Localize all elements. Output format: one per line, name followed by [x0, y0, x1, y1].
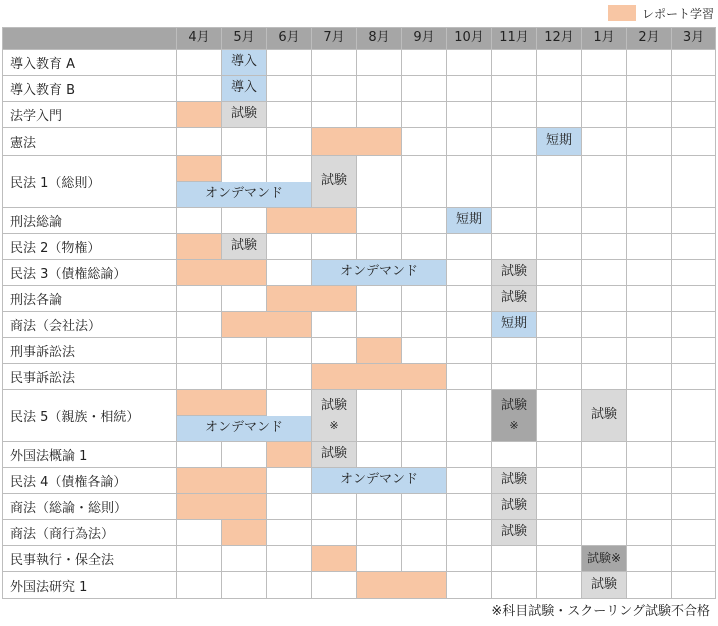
report-block	[267, 442, 312, 468]
month-header: 9月	[402, 27, 447, 50]
exam-block	[582, 572, 627, 599]
report-block	[177, 390, 267, 416]
month-cell	[627, 442, 672, 468]
month-cell	[402, 338, 447, 364]
month-cell	[672, 312, 716, 338]
month-cell	[672, 128, 716, 156]
month-cell	[492, 50, 537, 76]
month-cell	[177, 208, 222, 234]
month-cell	[672, 76, 716, 102]
month-cell	[537, 260, 582, 286]
month-cell	[537, 468, 582, 494]
footnote: ※科目試験・スクーリング試験不合格	[491, 604, 710, 619]
month-cell	[582, 76, 627, 102]
month-cell	[447, 128, 492, 156]
month-cell	[627, 338, 672, 364]
short-session-block	[492, 312, 537, 338]
exam-block	[312, 390, 357, 442]
month-cell	[672, 520, 716, 546]
month-cell	[447, 442, 492, 468]
month-cell	[402, 520, 447, 546]
report-block	[222, 520, 267, 546]
month-cell	[537, 520, 582, 546]
block-label: 短期	[545, 133, 572, 149]
month-header: 12月	[537, 27, 582, 50]
month-cell	[447, 312, 492, 338]
month-cell	[537, 50, 582, 76]
exam-block	[492, 468, 537, 494]
month-cell	[447, 468, 492, 494]
failure-mark: ※	[509, 419, 519, 433]
month-cell	[357, 442, 402, 468]
block-label: 試験	[500, 498, 527, 514]
month-cell	[627, 312, 672, 338]
month-cell	[537, 338, 582, 364]
month-cell	[582, 286, 627, 312]
month-cell	[627, 208, 672, 234]
block-label: 試験	[500, 264, 527, 280]
subject-label: 商法（商行為法）	[2, 520, 177, 546]
month-cell	[537, 572, 582, 599]
month-cell	[537, 494, 582, 520]
month-cell	[402, 208, 447, 234]
block-label: 試験	[500, 472, 527, 488]
month-cell	[222, 208, 267, 234]
exam-block	[492, 494, 537, 520]
month-cell	[537, 234, 582, 260]
month-cell	[177, 520, 222, 546]
intro-block	[222, 50, 267, 76]
month-cell	[402, 128, 447, 156]
month-cell	[357, 50, 402, 76]
block-label: 試験	[320, 398, 347, 414]
month-cell	[672, 442, 716, 468]
month-cell	[672, 50, 716, 76]
report-block	[177, 234, 222, 260]
exam-block	[492, 260, 537, 286]
month-cell	[627, 364, 672, 390]
failed-exam-block	[492, 390, 537, 442]
month-cell	[672, 364, 716, 390]
month-cell	[582, 338, 627, 364]
subject-label: 民法 4（債権各論）	[2, 468, 177, 494]
month-cell	[402, 234, 447, 260]
month-cell	[492, 208, 537, 234]
month-cell	[177, 572, 222, 599]
month-cell	[267, 572, 312, 599]
month-cell	[312, 234, 357, 260]
exam-block	[312, 442, 357, 468]
block-label: オンデマンド	[339, 264, 418, 280]
month-cell	[627, 156, 672, 208]
month-cell	[672, 494, 716, 520]
block-label: 短期	[500, 316, 527, 332]
month-cell	[312, 50, 357, 76]
block-label: 試験	[230, 106, 257, 122]
month-cell	[402, 546, 447, 572]
month-cell	[312, 572, 357, 599]
month-cell	[267, 50, 312, 76]
month-cell	[537, 208, 582, 234]
month-header: 3月	[672, 27, 716, 50]
report-block	[357, 338, 402, 364]
month-cell	[627, 572, 672, 599]
subject-label: 商法（総論・総則）	[2, 494, 177, 520]
block-label: 短期	[455, 212, 482, 228]
month-cell	[357, 76, 402, 102]
subject-label: 民法 5（親族・相続）	[2, 390, 177, 442]
month-cell	[222, 572, 267, 599]
month-cell	[177, 50, 222, 76]
month-cell	[402, 286, 447, 312]
month-cell	[312, 312, 357, 338]
month-header: 7月	[312, 27, 357, 50]
month-cell	[447, 260, 492, 286]
month-cell	[177, 546, 222, 572]
month-cell	[492, 156, 537, 208]
subject-label: 民法 1（総則）	[2, 156, 177, 208]
short-session-block	[537, 128, 582, 156]
month-cell	[177, 338, 222, 364]
month-cell	[177, 442, 222, 468]
month-cell	[492, 572, 537, 599]
month-header: 4月	[177, 27, 222, 50]
month-cell	[627, 102, 672, 128]
month-cell	[222, 442, 267, 468]
month-cell	[582, 312, 627, 338]
month-cell	[267, 234, 312, 260]
month-cell	[357, 286, 402, 312]
month-cell	[357, 390, 402, 442]
subject-label: 民法 2（物権）	[2, 234, 177, 260]
month-cell	[267, 128, 312, 156]
subject-label: 導入教育 B	[2, 76, 177, 102]
month-cell	[537, 442, 582, 468]
month-cell	[582, 234, 627, 260]
month-cell	[672, 572, 716, 599]
report-block	[177, 102, 222, 128]
month-header: 2月	[627, 27, 672, 50]
month-cell	[582, 156, 627, 208]
ondemand-block	[312, 468, 447, 494]
short-session-block	[447, 208, 492, 234]
month-cell	[402, 442, 447, 468]
report-block	[177, 260, 267, 286]
block-label: オンデマンド	[204, 420, 283, 436]
block-label: 試験	[590, 407, 617, 423]
month-cell	[627, 260, 672, 286]
month-cell	[222, 364, 267, 390]
month-cell	[582, 364, 627, 390]
subject-label: 刑法各論	[2, 286, 177, 312]
subject-label: 民法 3（債権総論）	[2, 260, 177, 286]
month-cell	[177, 76, 222, 102]
month-cell	[627, 520, 672, 546]
report-block	[267, 208, 357, 234]
month-cell	[627, 234, 672, 260]
subject-label: 刑法総論	[2, 208, 177, 234]
month-cell	[357, 312, 402, 338]
block-label: 試験	[320, 446, 347, 462]
month-cell	[627, 546, 672, 572]
month-cell	[357, 546, 402, 572]
month-cell	[492, 76, 537, 102]
month-cell	[177, 128, 222, 156]
month-cell	[492, 442, 537, 468]
month-cell	[267, 76, 312, 102]
month-cell	[447, 102, 492, 128]
month-cell	[447, 156, 492, 208]
month-cell	[537, 312, 582, 338]
month-cell	[357, 156, 402, 208]
month-cell	[447, 50, 492, 76]
month-cell	[402, 312, 447, 338]
month-cell	[447, 494, 492, 520]
month-cell	[447, 546, 492, 572]
month-cell	[672, 260, 716, 286]
block-label: 導入	[230, 80, 257, 96]
month-cell	[672, 468, 716, 494]
report-block	[222, 312, 312, 338]
month-cell	[447, 286, 492, 312]
month-header: 11月	[492, 27, 537, 50]
ondemand-block	[177, 416, 312, 442]
month-cell	[537, 390, 582, 442]
block-label: 試験	[590, 576, 617, 592]
month-cell	[537, 286, 582, 312]
month-cell	[447, 520, 492, 546]
month-cell	[402, 50, 447, 76]
month-cell	[222, 128, 267, 156]
month-cell	[447, 572, 492, 599]
month-header: 1月	[582, 27, 627, 50]
subject-label: 外国法概論 1	[2, 442, 177, 468]
month-cell	[537, 156, 582, 208]
month-cell	[357, 520, 402, 546]
month-cell	[582, 102, 627, 128]
exam-block	[222, 102, 267, 128]
month-cell	[537, 102, 582, 128]
exam-block	[582, 390, 627, 442]
month-cell	[447, 364, 492, 390]
report-block	[177, 156, 222, 182]
month-cell	[267, 520, 312, 546]
month-cell	[267, 364, 312, 390]
failed-exam-block	[582, 546, 627, 572]
month-cell	[492, 364, 537, 390]
block-label: 導入	[230, 54, 257, 70]
month-cell	[492, 546, 537, 572]
block-label: 試験	[500, 524, 527, 540]
month-cell	[267, 494, 312, 520]
exam-block	[312, 156, 357, 208]
month-cell	[222, 546, 267, 572]
month-cell	[582, 520, 627, 546]
month-cell	[267, 338, 312, 364]
block-label: 試験※	[586, 550, 622, 565]
failure-mark: ※	[329, 419, 339, 433]
month-cell	[447, 390, 492, 442]
month-cell	[582, 50, 627, 76]
month-cell	[672, 102, 716, 128]
month-cell	[537, 364, 582, 390]
month-header: 8月	[357, 27, 402, 50]
month-cell	[492, 234, 537, 260]
month-cell	[267, 468, 312, 494]
month-cell	[627, 468, 672, 494]
month-header: 5月	[222, 27, 267, 50]
month-cell	[402, 102, 447, 128]
subject-label: 商法（会社法）	[2, 312, 177, 338]
month-header: 6月	[267, 27, 312, 50]
report-block	[312, 364, 447, 390]
legend-label: レポート学習	[642, 6, 715, 21]
month-cell	[672, 390, 716, 442]
month-cell	[222, 286, 267, 312]
block-label: オンデマンド	[204, 186, 283, 202]
subject-label: 法学入門	[2, 102, 177, 128]
month-cell	[672, 234, 716, 260]
month-cell	[177, 364, 222, 390]
month-cell	[267, 546, 312, 572]
month-cell	[582, 494, 627, 520]
month-cell	[672, 338, 716, 364]
ondemand-block	[312, 260, 447, 286]
month-cell	[402, 390, 447, 442]
subject-label: 民事執行・保全法	[2, 546, 177, 572]
month-header: 10月	[447, 27, 492, 50]
report-block	[177, 468, 267, 494]
month-cell	[402, 76, 447, 102]
report-block	[312, 128, 402, 156]
month-cell	[222, 338, 267, 364]
month-cell	[177, 312, 222, 338]
block-label: 試験	[230, 238, 257, 254]
month-cell	[447, 76, 492, 102]
month-cell	[492, 128, 537, 156]
month-cell	[267, 102, 312, 128]
exam-block	[492, 520, 537, 546]
subject-label: 刑事訴訟法	[2, 338, 177, 364]
month-cell	[672, 286, 716, 312]
month-cell	[582, 260, 627, 286]
subject-label: 外国法研究 1	[2, 572, 177, 599]
month-cell	[672, 208, 716, 234]
month-cell	[492, 338, 537, 364]
block-label: 試験	[500, 290, 527, 306]
report-block	[267, 286, 357, 312]
month-cell	[312, 102, 357, 128]
month-cell	[582, 442, 627, 468]
ondemand-block	[177, 182, 312, 208]
month-cell	[582, 128, 627, 156]
subject-label: 導入教育 A	[2, 50, 177, 76]
month-cell	[627, 128, 672, 156]
month-cell	[357, 102, 402, 128]
report-block	[312, 546, 357, 572]
month-cell	[312, 338, 357, 364]
month-cell	[582, 208, 627, 234]
month-cell	[582, 468, 627, 494]
month-cell	[312, 494, 357, 520]
month-cell	[672, 546, 716, 572]
subject-label: 民事訴訟法	[2, 364, 177, 390]
month-cell	[627, 50, 672, 76]
month-cell	[447, 234, 492, 260]
month-cell	[537, 546, 582, 572]
month-cell	[402, 494, 447, 520]
intro-block	[222, 76, 267, 102]
month-cell	[267, 260, 312, 286]
report-block	[177, 494, 267, 520]
month-cell	[627, 286, 672, 312]
header-corner	[2, 27, 177, 50]
month-cell	[402, 156, 447, 208]
exam-block	[222, 234, 267, 260]
month-cell	[357, 208, 402, 234]
block-label: 試験	[320, 173, 347, 189]
block-label: オンデマンド	[339, 472, 418, 488]
month-cell	[627, 76, 672, 102]
month-cell	[672, 156, 716, 208]
month-cell	[447, 338, 492, 364]
month-cell	[627, 494, 672, 520]
month-cell	[537, 76, 582, 102]
exam-block	[492, 286, 537, 312]
month-cell	[357, 494, 402, 520]
subject-label: 憲法	[2, 128, 177, 156]
month-cell	[312, 520, 357, 546]
month-cell	[312, 76, 357, 102]
month-cell	[492, 102, 537, 128]
month-cell	[627, 390, 672, 442]
block-label: 試験	[500, 398, 527, 414]
month-cell	[177, 286, 222, 312]
report-block	[357, 572, 447, 599]
month-cell	[357, 234, 402, 260]
